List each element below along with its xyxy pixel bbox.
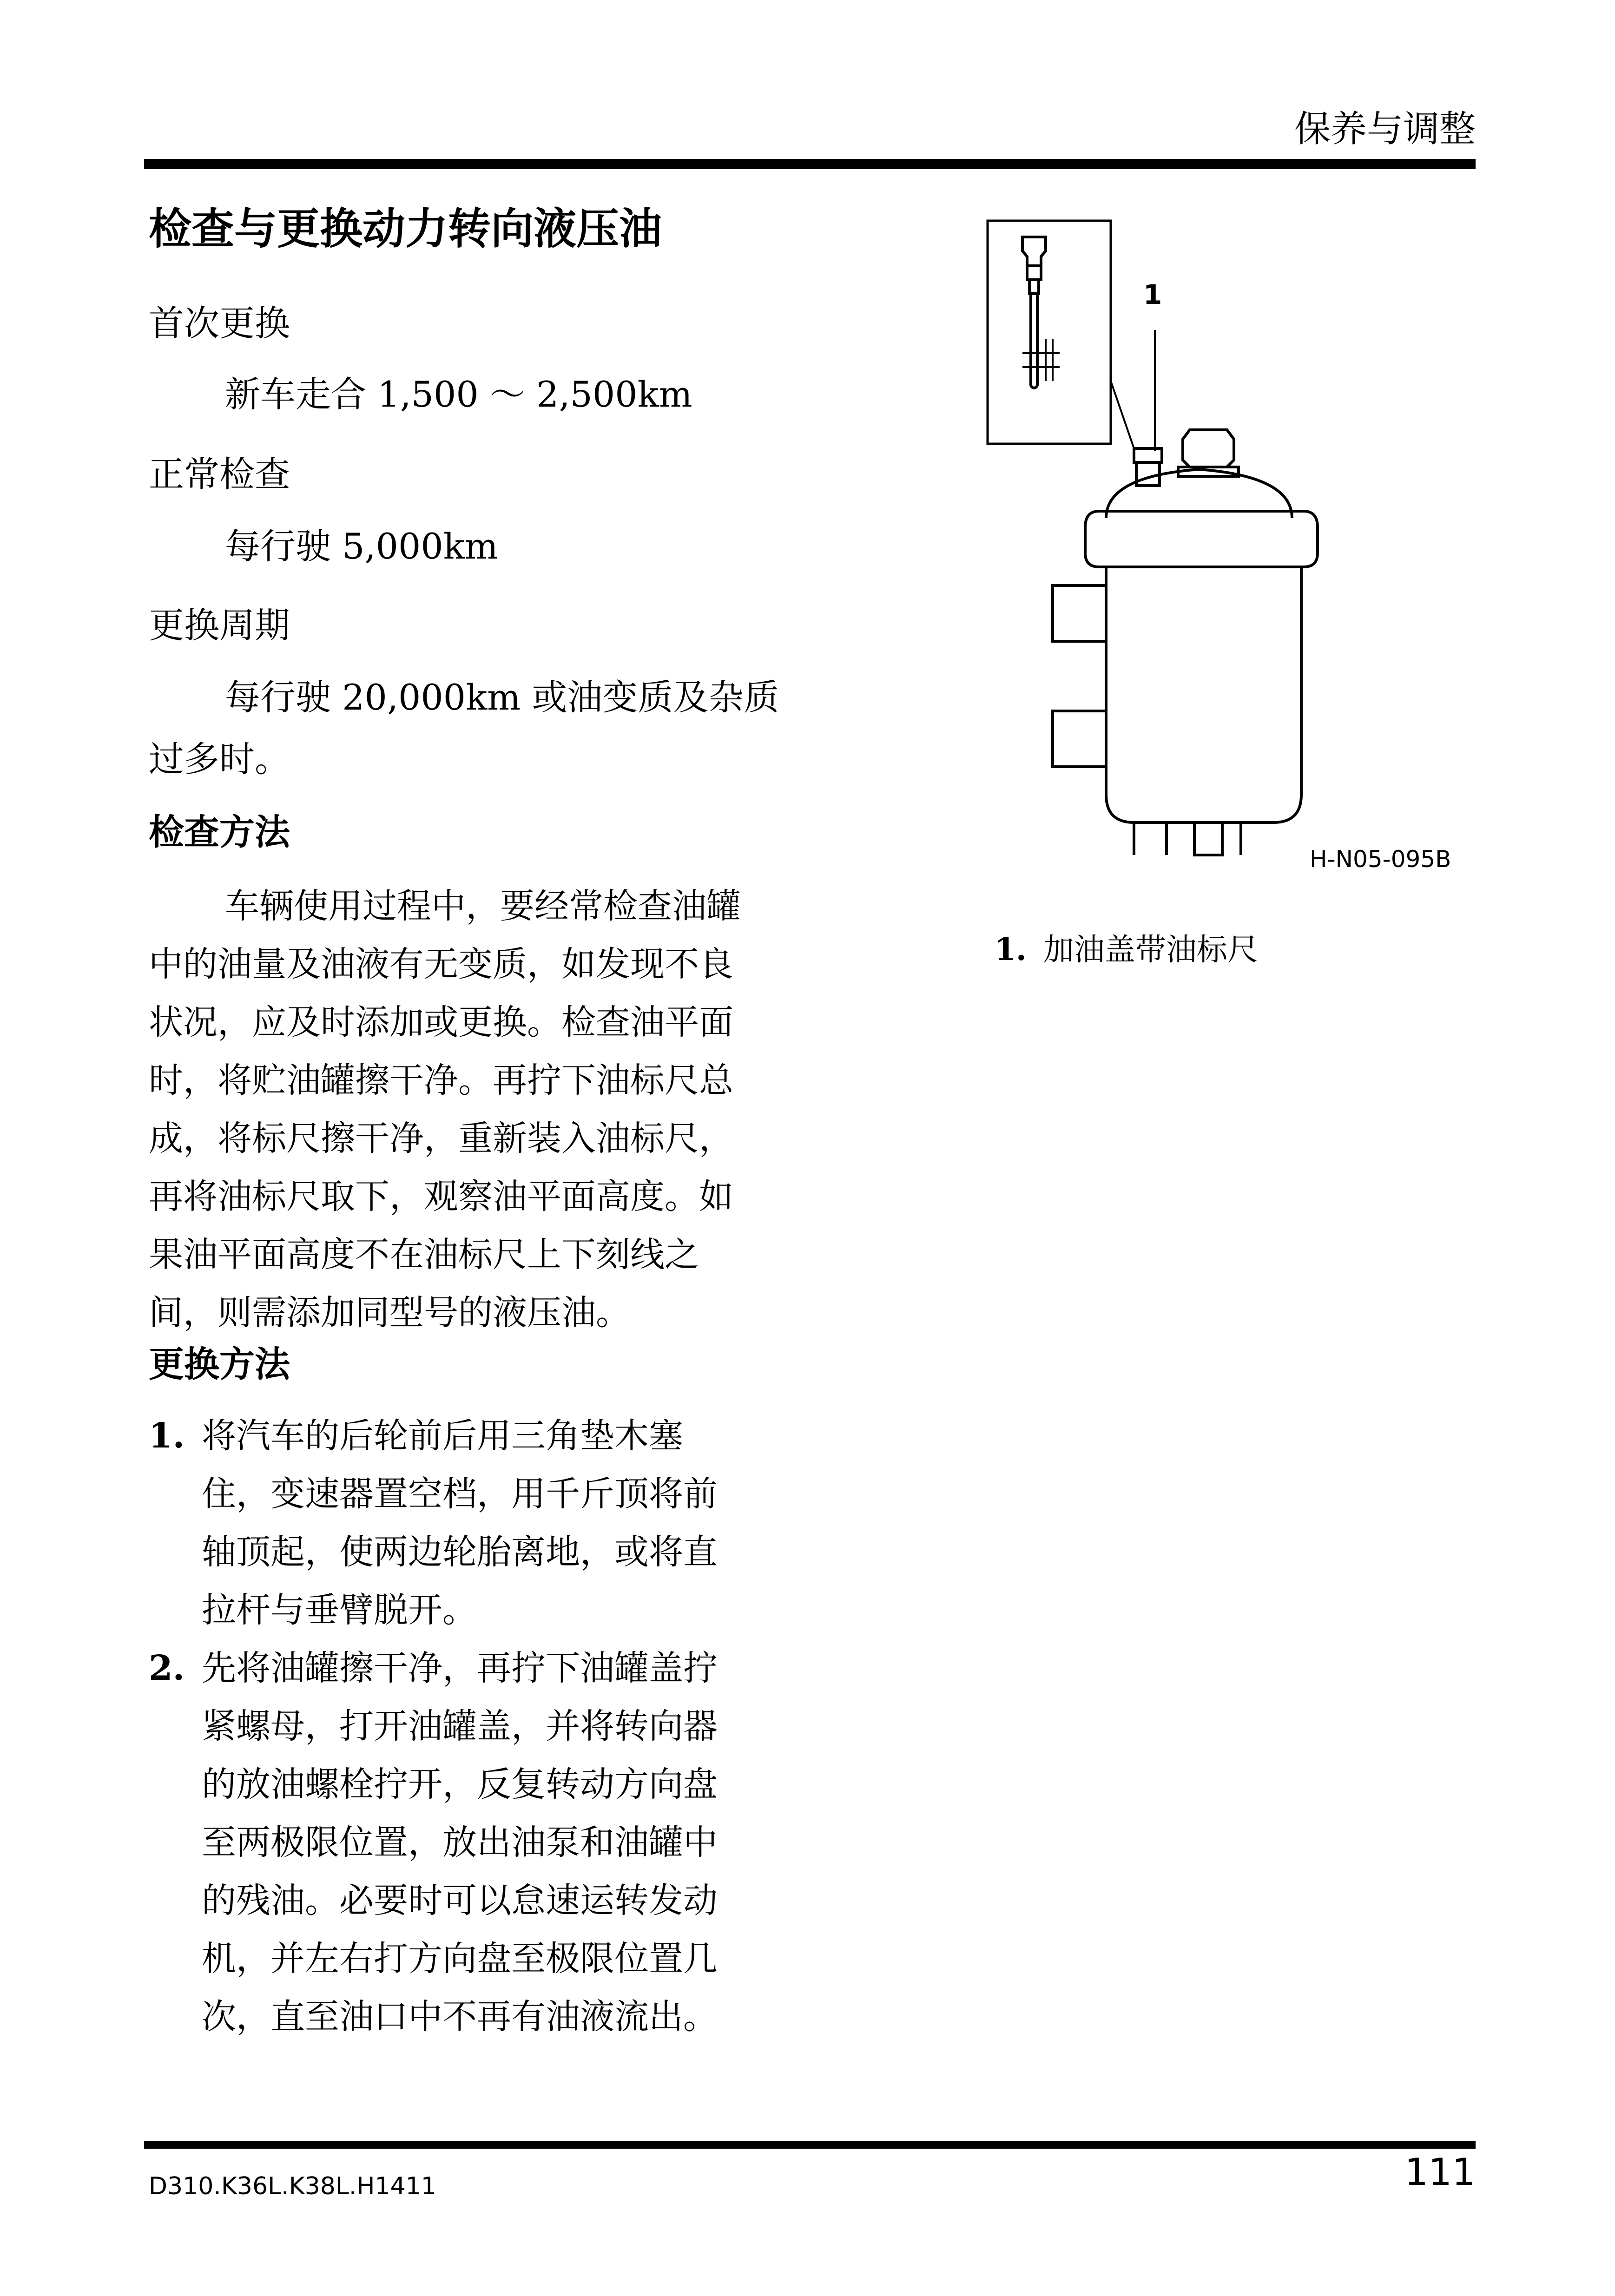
footer-rule [144,2141,1476,2149]
step-line: 机，并左右打方向盘至极限位置几 [202,1939,718,1979]
step-line: 紧螺母，打开油罐盖，并将转向器 [202,1706,718,1746]
normal-check-label: 正常检查 [149,454,290,495]
replacement-heading: 更换方法 [149,1343,290,1385]
document-code: D310.K36L.K38L.H1411 [149,2172,436,2200]
step-line: 住，变速器置空档，用千斤顶将前 [202,1474,718,1514]
step-line: 次，直至油口中不再有油液流出。 [202,1997,718,2037]
change-interval-line1: 每行驶 20,000km 或油变质及杂质 [225,677,779,718]
inspection-line: 果油平面高度不在油标尺上下刻线之 [149,1235,699,1275]
inspection-line: 车辆使用过程中，要经常检查油罐 [225,886,741,926]
step-line: 的放油螺栓拧开，反复转动方向盘 [202,1764,718,1804]
inspection-line: 间，则需添加同型号的液压油。 [149,1293,630,1333]
step-line: 拉杆与垂臂脱开。 [202,1590,477,1630]
step-line: 的残油。必要时可以怠速运转发动 [202,1881,718,1921]
legend-text: 加油盖带油标尺 [1043,932,1258,967]
step-line: 将汽车的后轮前后用三角垫木塞 [202,1416,683,1456]
figure-legend [995,925,1258,969]
step-text [202,1639,801,2046]
header-section-title: 保养与调整 [1294,108,1476,150]
inspection-paragraph [149,877,799,1342]
inspection-line: 状况，应及时添加或更换。检查油平面 [149,1002,733,1042]
step-number: 1. [149,1416,185,1456]
inspection-heading: 检查方法 [149,811,290,853]
change-interval-line2: 过多时。 [149,738,290,780]
first-change-label: 首次更换 [149,303,290,344]
legend-number: 1. [995,931,1027,967]
step-line: 先将油罐擦干净，再拧下油罐盖拧 [202,1648,718,1688]
oil-reservoir-illustration [981,218,1473,883]
change-interval-label: 更换周期 [149,605,290,646]
inspection-line: 时，将贮油罐擦干净。再拧下油标尺总 [149,1060,733,1100]
inspection-line: 再将油标尺取下，观察油平面高度。如 [149,1177,733,1217]
page-title: 检查与更换动力转向液压油 [149,204,662,254]
step-line: 轴顶起，使两边轮胎离地，或将直 [202,1532,718,1572]
header-rule [144,159,1476,169]
step-number: 2. [149,1648,185,1688]
step-line: 至两极限位置，放出油泵和油罐中 [202,1822,718,1862]
normal-check-value: 每行驶 5,000km [225,526,498,567]
step-text [202,1407,801,1639]
inspection-line: 成，将标尺擦干净，重新装入油标尺， [149,1118,733,1158]
inspection-line: 中的油量及油液有无变质，如发现不良 [149,944,733,984]
page-number: 111 [1404,2151,1476,2194]
figure-code: H-N05-095B [1310,846,1451,873]
first-change-value: 新车走合 1,500 ～ 2,500km [225,374,692,415]
figure-callout-number: 1 [1143,279,1162,310]
